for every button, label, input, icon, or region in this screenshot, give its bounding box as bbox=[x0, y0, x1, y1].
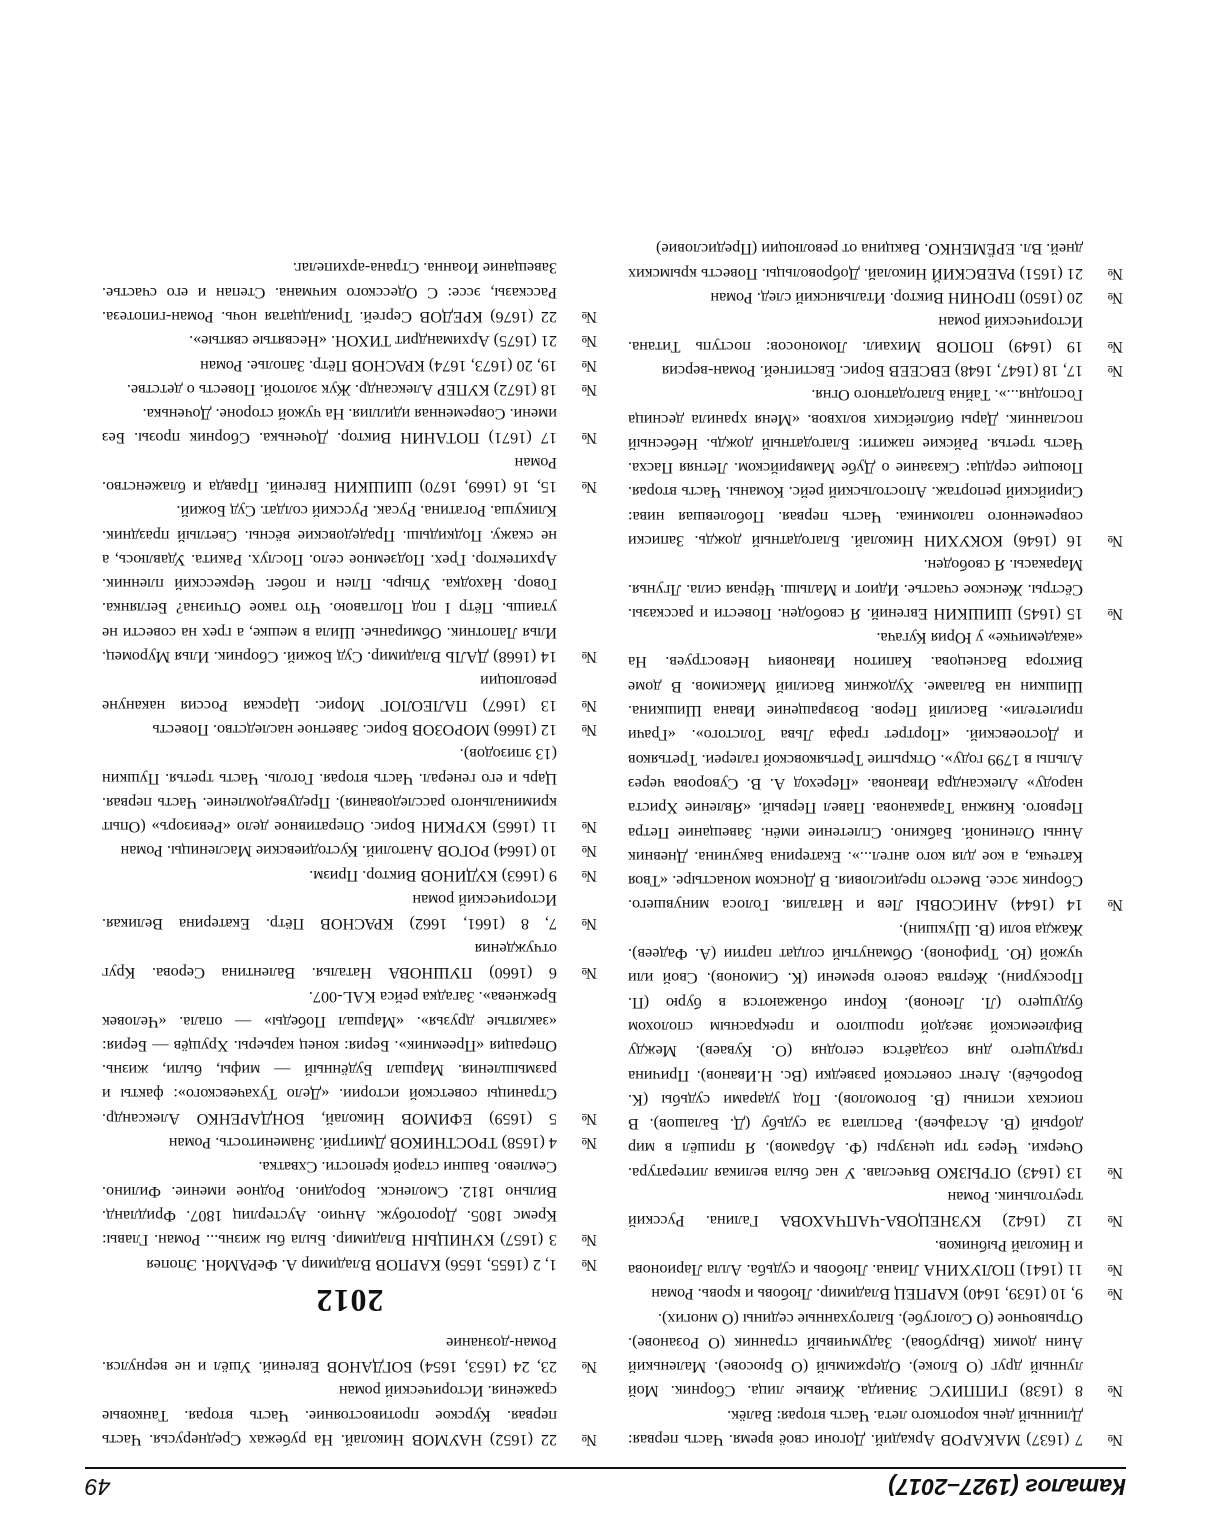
entry-number-sign: № bbox=[581, 1134, 597, 1153]
entry-number-sign: № bbox=[1107, 1382, 1123, 1401]
entry-text: 14 (1644) АНИСОВЫ Лев и Наталия. Голоса минувшего. Сборник эссе. Вместо предисловия. В Донском монастыре. «Твоя Катечка, а кое для кого ангел...». Екатерина Бакунина. Дневник Анны Олениной. Бабкино. Сплетение имён. Завещание Петра Первого. Княжна Тараканова. Павел Первый. «Явление Христа народу» Александра Иванова. «Переход А. В. Суворова через Альпы в 1799 году». Открытие Третьяковской галереи. Третьяков и Достоевский. «Портрет графа Льва Толстого». «Грачи прилетели». Василий Перов. Возвращение Ивана Шишкина. Шишкин на Валааме. Художник Василий Максимов. В доме Виктора Васнецова. Капитон Иванович Невоструев. На «академичке» у Юрия Кугача. bbox=[628, 629, 1083, 915]
entry-number-sign: № bbox=[581, 915, 597, 934]
catalog-entry bbox=[628, 1403, 1123, 1452]
entry-text: 21 (1651) РАЕВСКИЙ Николай. Добровольцы. Повесть крымских дней. Вл. ЕРЁМЕНКО. Вакцина от революции (Предисловие) bbox=[628, 240, 1083, 283]
entry-text: 11 (1641) ПОЛУХИНА Лиана. Любовь и судьба. Алла Ларионова и Николай Рыбников. bbox=[628, 1236, 1083, 1279]
catalog-entry bbox=[102, 1252, 597, 1276]
catalog-entry bbox=[628, 1185, 1123, 1234]
catalog-entry bbox=[102, 499, 597, 669]
entry-number-sign: № bbox=[1107, 264, 1123, 283]
catalog-entry bbox=[102, 450, 597, 499]
catalog-entry bbox=[628, 310, 1123, 359]
entry-text: 21 (1675) Архимандрит ТИХОН. «Несвятые святые». bbox=[189, 332, 557, 351]
catalog-entry bbox=[102, 1331, 597, 1380]
entry-number-sign: № bbox=[1107, 361, 1123, 380]
catalog-entry bbox=[628, 1233, 1123, 1282]
left-column bbox=[628, 237, 1123, 1452]
entry-text: 14 (1668) ДАЛЬ Владимир. Суд Божий. Сборник. Илья Муромец. Илья Лапотник. Обмиранье. Шила в мешке, а грех на совести не утаишь. Пётр I под Полтавою. Что такое Отчизна? Беглянка. Говор. Находка. Упырь. Плен и побег. Черкесский пленник. Архитектор. Грех. Подземное село. Послух. Ракита. Удавлюсь, а не скажу. Подкидыш. Прадедовские вёсны. Светлый праздник. Кликуша. Рогатина. Русак. Русский солдат. Суд Божий. bbox=[102, 502, 557, 667]
entry-text: 22 (1652) НАУМОВ Николай. На рубежах Среднерусья. Часть первая. Курское противостояние. Часть вторая. Танковые сражения. Исторический роман bbox=[102, 1382, 557, 1449]
catalog-entry bbox=[102, 718, 597, 742]
entry-text: 16 (1646) КОКУХИН Николай. Благодатный дождь. Записки современного паломника. Часть первая. Поболевшая нива: Сирийский репортаж. Апостольский рейс. Команы. Часть вторая. Поющие сердца: Сказание о Дубе Мамврийском. Летняя Пасха. Часть третья. Райские пажити: Благодатный дождь. Небесный посланник. Дары библейских волхвов. «Меня хранила десница Господня...». Тайна Благодатного Огня. bbox=[628, 386, 1083, 551]
entry-text: 9 (1663) КУДИНОВ Виктор. Призм. bbox=[309, 866, 557, 885]
entry-text: 15, 16 (1669, 1670) ШИШКИН Евгений. Правда и блаженство. Роман bbox=[102, 453, 557, 497]
entry-text: 19, 20 (1673, 1674) КРАСНОВ Пётр. Заполье. Роман bbox=[200, 356, 557, 375]
catalog-entry bbox=[102, 742, 597, 839]
entry-number-sign: № bbox=[1107, 1260, 1123, 1279]
entry-text: 8 (1638) ГИППИУС Зинаида. Живые лица. Сборник. Мой лунный друг (О Блоке). Одержимый (О Брюсове). Маленький Анин домик (Вырубова). Задумчивый странник (О Розанове). Отрывочное (О Сологубе). Благоуханные седины (О многих). bbox=[628, 1309, 1083, 1401]
catalog-entry bbox=[102, 378, 597, 402]
entry-number-sign: № bbox=[581, 963, 597, 982]
entry-text: 13 (1643) ОГРЫЗКО Вячеслав. У нас была великая литература. Очерки. Через три цензуры (Ф. Абрамов). Я пришёл в мир добрый (В. Астафьев). Расплата за судьбу (Д. Балашов). В поисках истины (В. Богомолов). Под ударами судьбы (К. Воробьёв). Агент советской разведки (Вс. Н.Иванов). Причина грядущего дня создаётся сегодня (О. Куваев). Между Вифлеемской звездой прошлого и прекрасным сполохом будущего (Л. Леонов). Корни обнажаются в бурю (П. Проскурин). Жертва своего времени (К. Симонов). Свой или чужой (Ю. Трифонов). Обманутый солдат партии (А. Фадеев). Жажда воли (В. Шукшин). bbox=[628, 920, 1083, 1182]
entry-text: 17, 18 (1647, 1648) ЕВСЕЕВ Борис. Евстигней. Роман-версия bbox=[661, 361, 1083, 380]
entry-number-sign: № bbox=[581, 1431, 597, 1449]
catalog-entry bbox=[628, 237, 1123, 286]
page-number: 49 bbox=[85, 1474, 111, 1500]
entry-number-sign: № bbox=[581, 842, 597, 861]
entry-text: 19 (1649) ПОПОВ Михаил. Ломоносов: поступь Титана. Исторический роман bbox=[628, 313, 1083, 356]
entry-number-sign: № bbox=[581, 696, 597, 715]
catalog-entry bbox=[628, 553, 1123, 626]
entry-number-sign: № bbox=[1107, 896, 1123, 915]
entry-text: 4 (1658) ТРОСТНИКОВ Дмитрий. Знаменитость. Роман bbox=[168, 1134, 557, 1153]
catalog-entry bbox=[628, 1306, 1123, 1403]
entry-number-sign: № bbox=[1107, 337, 1123, 356]
catalog-entry bbox=[102, 353, 597, 377]
catalog-entry bbox=[628, 286, 1123, 310]
page-header bbox=[85, 1467, 1126, 1503]
entry-number-sign: № bbox=[1107, 1285, 1123, 1304]
catalog-entry bbox=[628, 917, 1123, 1184]
entry-text: 12 (1642) КУЗНЕЦОВА-ЧАПЧАХОВА Галина. Русский треугольник. Роман bbox=[628, 1188, 1083, 1231]
catalog-entry bbox=[628, 359, 1123, 383]
entry-number-sign: № bbox=[581, 478, 597, 497]
entry-number-sign: № bbox=[1107, 1212, 1123, 1231]
catalog-entry bbox=[628, 1282, 1123, 1306]
entry-text: 7 (1637) МАКАРОВ Аркадий. Догони своё время. Часть первая: Длинный день короткого лета. Часть вторая: Валёк. bbox=[628, 1406, 1083, 1449]
entry-number-sign: № bbox=[581, 648, 597, 667]
entry-text: 22 (1676) КРЕДОВ Сергей. Тринадцатая ночь. Роман-гипотеза. Рассказы, эссе: С Одесского кичмана. Степан и его счастье. Завещание Иоанна. Страна-архипелаг. bbox=[102, 259, 557, 326]
entry-number-sign: № bbox=[581, 818, 597, 837]
entry-text: 1, 2 (1655, 1656) КАРПОВ Владимир А. ФеРАМоН. Эпопея bbox=[146, 1255, 557, 1274]
entry-text: 15 (1645) ШИШКИН Евгений. Я свободен. Повести и рассказы. Сёстры. Женское счастье. Идиот и Малыш. Чёрная сила. Лгунья. Маракасы. Я свободен. bbox=[628, 556, 1083, 623]
entry-number-sign: № bbox=[581, 429, 597, 448]
entry-number-sign: № bbox=[1107, 532, 1123, 551]
entry-text: 3 (1657) КУНИЦЫН Владимир. Была бы жизнь... Роман. Главы: Кремс 1805. Дорогобуж. Анчио. Аустерлиц 1807. Фридланд. Вильно 1812. Смоленск. Бородино. Родное имение. Филино. Семлево. Башни старой крепости. Схватка. bbox=[102, 1158, 557, 1250]
catalog-entry bbox=[628, 383, 1123, 553]
entry-number-sign: № bbox=[581, 1358, 597, 1377]
catalog-entry bbox=[102, 839, 597, 863]
catalog-entry bbox=[102, 329, 597, 353]
catalog-entry bbox=[102, 402, 597, 451]
entry-number-sign: № bbox=[581, 380, 597, 399]
catalog-entry bbox=[102, 1131, 597, 1155]
entry-number-sign: № bbox=[581, 720, 597, 739]
entry-number-sign: № bbox=[581, 1109, 597, 1128]
catalog-entry bbox=[102, 863, 597, 887]
entry-number-sign: № bbox=[1107, 604, 1123, 623]
entry-text: 23, 24 (1653, 1654) БОГДАНОВ Евгений. Ушёл и не вернулся. Роман-дознание bbox=[102, 1333, 557, 1377]
catalog-entry bbox=[102, 888, 597, 937]
catalog-entry bbox=[102, 256, 597, 329]
entry-text: 6 (1660) ПУШНОВА Наталья. Валентина Серова. Круг отчуждения bbox=[102, 939, 557, 982]
entry-number-sign: № bbox=[1107, 289, 1123, 308]
entry-text: 7, 8 (1661, 1662) КРАСНОВ Пётр. Екатерина Великая. Исторический роман bbox=[102, 891, 557, 934]
entry-text: 11 (1665) КУРКИН Борис. Оперативное дело «Ревизоръ» (Опыт криминального расследования). Предуведомление. Часть первая. Царь и его генерал. Часть вторая. Гоголь. Часть третья. Пушкин (13 эпизодов). bbox=[102, 745, 557, 837]
entry-text: 12 (1666) МОРОЗОВ Борис. Заветное наследство. Повесть bbox=[152, 720, 557, 739]
catalog-entry bbox=[102, 1155, 597, 1252]
entry-number-sign: № bbox=[581, 307, 597, 326]
right-column bbox=[102, 256, 597, 1452]
year-heading: 2012 bbox=[315, 1282, 384, 1319]
entry-number-sign: № bbox=[1107, 1163, 1123, 1182]
entry-number-sign: № bbox=[581, 1231, 597, 1250]
entry-number-sign: № bbox=[581, 356, 597, 375]
entry-text: 10 (1664) РОГОВ Анатолий. Кустодиевские Масленицы. Роман bbox=[120, 842, 557, 861]
entry-text: 13 (1667) ПАЛЕОЛОГ Морис. Царская Россия накануне революции bbox=[102, 672, 557, 715]
right-column-bottom-entries bbox=[102, 256, 597, 1276]
catalog-entry bbox=[102, 936, 597, 985]
entry-number-sign: № bbox=[1107, 1431, 1123, 1449]
catalog-entry bbox=[628, 626, 1123, 918]
entry-text: 20 (1650) ПРОНИН Виктор. Итальянский след. Роман bbox=[710, 289, 1083, 308]
entry-text: 17 (1671) ПОТАНИН Виктор. Доченька. Сборник прозы. Без имени. Современная идиллия. На чужой стороне. Доченька. bbox=[102, 405, 557, 448]
entry-number-sign: № bbox=[581, 332, 597, 351]
entry-text: 9, 10 (1639, 1640) КАРПЕЦ Владимир. Любовь и кровь. Роман bbox=[651, 1285, 1083, 1304]
right-column-top-entries bbox=[102, 1331, 597, 1452]
entry-number-sign: № bbox=[581, 866, 597, 885]
entry-number-sign: № bbox=[581, 1255, 597, 1274]
catalog-entry bbox=[102, 985, 597, 1131]
entry-text: 5 (1659) ЕФИМОВ Николай, БОНДАРЕНКО Александр. Страницы советской истории. «Дело Тухачевского»: факты и размышления. Маршал Будённый — мифы, были, жизнь. Операция «Преемник». Берия: конец карьеры. Хрущёв — Берия: «заклятые друзья». «Маршал Победы» — опала. «Человек Брежнева». Загадка рейса KAL-007. bbox=[102, 988, 557, 1128]
entry-text: 18 (1672) КУПЕР Александр. Жук золотой. Повесть о детстве. bbox=[126, 380, 557, 399]
catalog-entry bbox=[102, 1379, 597, 1452]
catalog-title: Каталог (1927–2017) bbox=[888, 1474, 1126, 1500]
catalog-entry bbox=[102, 669, 597, 718]
